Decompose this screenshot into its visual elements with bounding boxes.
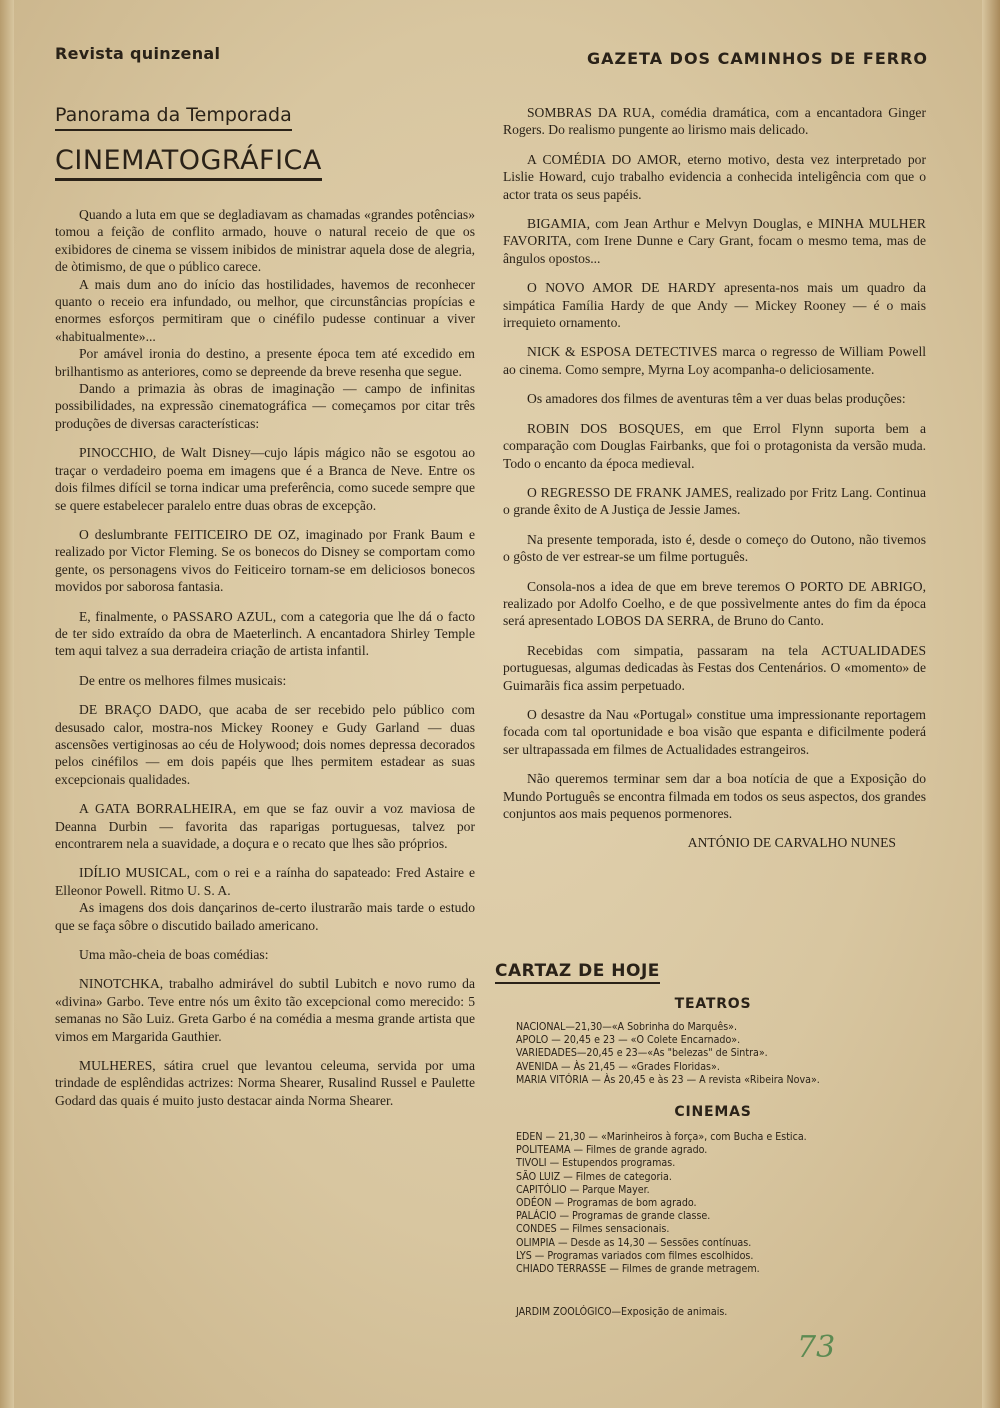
- paragraph: SOMBRAS DA RUA, comédia dramática, com a encantadora Ginger Rogers. Do realismo pungente ao lirismo mais delicado.: [503, 105, 926, 138]
- list-item: JARDIM ZOOLÓGICO—Exposição de animais.: [516, 1306, 728, 1318]
- running-header-right: GAZETA DOS CAMINHOS DE FERRO: [586, 49, 928, 68]
- paragraph: DE BRAÇO DADO, que acaba de ser recebido pelo público com desusado calor, mostra-nos Mickey Rooney e Gudy Garland — duas ascensões vertiginosas ao céu de Holywood; dois nomes depressa decorados pelos cinéfilos — em dois papéis que lhes permitem estadear as suas excepcionais qualidades.: [55, 702, 475, 787]
- article-kicker: Panorama da Temporada: [55, 104, 292, 131]
- paragraph: Não queremos terminar sem dar a boa notícia de que a Exposição do Mundo Português se encontra filmada em todos os seus aspectos, dos grandes conjuntos aos mais pequenos pormenores.: [503, 771, 926, 821]
- list-item: APOLO — 20,45 e 23 — «O Colete Encarnado».: [516, 1034, 741, 1047]
- article-title-block: [55, 104, 322, 181]
- list-item: ODÉON — Programas de bom agrado.: [516, 1197, 697, 1210]
- cinemas-list: [516, 1131, 916, 1276]
- paragraph: Uma mão-cheia de boas comédias:: [79, 947, 269, 963]
- paragraph: Consola-nos a idea de que em breve teremos O PORTO DE ABRIGO, realizado por Adolfo Coelho, e de que possìvelmente antes do fim da época será apresentado LOBOS DA SERRA, de Bruno do Canto.: [503, 578, 926, 629]
- paragraph: A COMÉDIA DO AMOR, eterno motivo, desta vez interpretado por Lislie Howard, cujo trabalho evidencia a conhecida inteligência com que o actor trata os seus papéis.: [503, 151, 926, 202]
- paragraph: Os amadores dos filmes de aventuras têm a ver duas belas produções:: [527, 391, 906, 407]
- list-item: EDEN — 21,30 — «Marinheiros à força», com Bucha e Estica.: [516, 1131, 807, 1143]
- list-item: SÃO LUIZ — Filmes de categoria.: [516, 1170, 672, 1183]
- paragraph: E, finalmente, o PASSARO AZUL, com a categoria que lhe dá o facto de ter sido extraído da obra de Maeterlinch. A encantadora Shirley Temple tem aqui talvez a sua derradeira criação de artista infantil.: [55, 608, 475, 659]
- zoo-listing: [516, 1306, 916, 1319]
- teatros-list: [516, 1021, 916, 1087]
- paragraph: O NOVO AMOR DE HARDY apresenta-nos mais um quadro da simpática Família Hardy de que Andy — Mickey Rooney — é o mais irrequieto ornamento.: [503, 280, 926, 331]
- paragraph: Recebidas com simpatia, passaram na tela ACTUALIDADES portuguesas, algumas dedicadas às Festas dos Centenários. O «momento» de Guimarãis fica assim perpetuado.: [503, 642, 926, 693]
- paragraph: O deslumbrante FEITICEIRO DE OZ, imaginado por Frank Baum e realizado por Victor Fleming. Se os bonecos do Disney se comportam como gente, os personagens vivos do Feiticeiro tornam-se em deliciosos bonecos movidos por saborosa fantasia.: [55, 526, 475, 595]
- article-column-left: [55, 206, 475, 1109]
- list-item: CONDES — Filmes sensacionais.: [516, 1223, 670, 1236]
- list-item: TIVOLI — Estupendos programas.: [516, 1157, 676, 1170]
- list-item: VARIEDADES—20,45 e 23—«As "belezas" de Sintra».: [516, 1047, 768, 1060]
- paragraph: Quando a luta em que se degladiavam as chamadas «grandes potências» tomou a feição de conflito armado, houve o natural receio de que os exibidores de cinema se vissem inibidos de ministrar aquela dose de alegria, de òtimismo, de que o público carece.: [55, 207, 475, 275]
- paragraph: Dando a primazia às obras de imaginação — campo de infinitas possibilidades, na expressão cinematográfica — começamos por citar três produções de diversas características:: [55, 381, 475, 431]
- page-number: 73: [797, 1330, 836, 1365]
- paragraph: NINOTCHKA, trabalho admirável do subtil Lubitch e novo rumo da «divina» Garbo. Teve entre nós um êxito tão excepcional como merecido: 5 semanas no São Luiz. Greta Garbo é na comédia a mesma grande artista que vimos em Margarida Gauthier.: [55, 976, 475, 1044]
- paragraph: Na presente temporada, isto é, desde o começo do Outono, não tivemos o gôsto de ver estrear-se um filme português.: [503, 531, 926, 565]
- paragraph: MULHERES, sátira cruel que levantou celeuma, servida por uma trindade de esplêndidas actrizes: Norma Shearer, Rusalind Russel e Paulette Godard das quais é muito justo destacar ainda Norma Shearer.: [55, 1058, 475, 1108]
- list-item: NACIONAL—21,30—«A Sobrinha do Marquês».: [516, 1021, 738, 1033]
- list-item: AVENIDA — Às 21,45 — «Grades Floridas».: [516, 1060, 720, 1073]
- paragraph: A mais dum ano do início das hostilidades, havemos de reconhecer quanto o receio era infundado, ou melhor, que circunstâncias propícias e enormes esforços permitiram que o cinéfilo pudesse continuar a viver «habitualmente»...: [55, 276, 475, 344]
- paragraph: Por amável ironia do destino, a presente época tem até excedido em brilhantismo as anteriores, como se depreende da breve resenha que segue.: [55, 346, 475, 379]
- paragraph: ROBIN DOS BOSQUES, em que Errol Flynn suporta bem a comparação com Douglas Fairbanks, que foi o protagonista da versão muda. Todo o encanto da época medieval.: [503, 420, 926, 471]
- paragraph: PINOCCHIO, de Walt Disney—cujo lápis mágico não se esgotou ao traçar o verdadeiro poema em imagens que é a Branca de Neve. Entre os dois filmes difícil se torna indicar uma preferência, como sucede sempre que se quere estabelecer paralelo entre duas obras de excepção.: [55, 445, 475, 513]
- list-item: MARIA VITÓRIA — Às 20,45 e às 23 — A revista «Ribeira Nova».: [516, 1073, 820, 1086]
- running-header-left: Revista quinzenal: [55, 44, 221, 63]
- list-item: OLIMPIA — Desde as 14,30 — Sessões contínuas.: [516, 1236, 752, 1249]
- paragraph: IDÍLIO MUSICAL, com o rei e a raínha do sapateado: Fred Astaire e Elleonor Powell. Ritmo U. S. A.: [55, 865, 475, 898]
- list-item: POLITEAMA — Filmes de grande agrado.: [516, 1144, 708, 1157]
- paragraph: As imagens dos dois dançarinos de-certo ilustrarão mais tarde o estudo que se faça sôbre o discutido bailado americano.: [55, 900, 475, 933]
- author-signature: ANTÓNIO DE CARVALHO NUNES: [687, 835, 896, 851]
- list-item: CAPITÓLIO — Parque Mayer.: [516, 1183, 650, 1196]
- list-item: CHIADO TERRASSE — Filmes de grande metragem.: [516, 1263, 760, 1276]
- page-left-edge: [0, 0, 14, 1408]
- list-item: PALÁCIO — Programas de grande classe.: [516, 1210, 711, 1223]
- paragraph: O desastre da Nau «Portugal» constitue uma impressionante reportagem focada com tal oportunidade e boa visão que espanta e dificilmente poderá ser ultrapassada em filmes de Actualidades estrangeiros.: [503, 706, 926, 757]
- article-title: CINEMATOGRÁFICA: [55, 145, 322, 181]
- paragraph: A GATA BORRALHEIRA, em que se faz ouvir a voz maviosa de Deanna Durbin — favorita das raparigas portuguesas, talvez por encontrarem nela a suavidade, a doçura e o recato que lhes são próprios.: [55, 801, 475, 851]
- paragraph: NICK & ESPOSA DETECTIVES marca o regresso de William Powell ao cinema. Como sempre, Myrna Loy acompanha-o deliciosamente.: [503, 344, 926, 377]
- page-right-edge: [982, 0, 1000, 1408]
- paragraph: O REGRESSO DE FRANK JAMES, realizado por Fritz Lang. Continua o grande êxito de A Justiça de Jessie James.: [503, 484, 926, 518]
- list-item: LYS — Programas variados com filmes escolhidos.: [516, 1249, 754, 1262]
- teatros-heading: TEATROS: [674, 996, 752, 1012]
- paragraph: De entre os melhores filmes musicais:: [79, 672, 287, 688]
- cinemas-heading: CINEMAS: [674, 1104, 752, 1120]
- article-column-right: [503, 104, 926, 852]
- paragraph: BIGAMIA, com Jean Arthur e Melvyn Douglas, e MINHA MULHER FAVORITA, com Irene Dunne e Cary Grant, focam o mesmo tema, mas de ângulos opostos...: [503, 216, 926, 266]
- listings-title: CARTAZ DE HOJE: [495, 961, 660, 984]
